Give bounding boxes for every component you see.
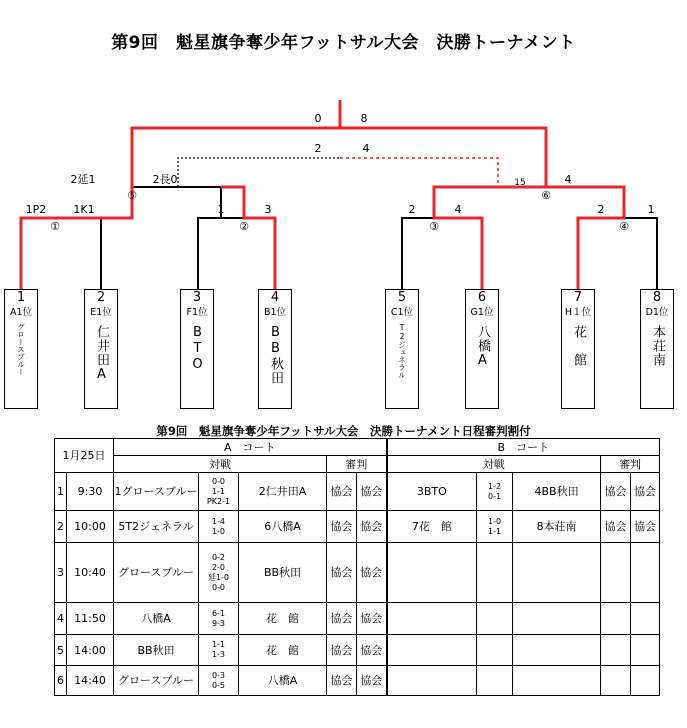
final-score-right: 8 [360,112,368,125]
team-number: 8 [652,290,662,305]
court-a-header: A コート [114,439,387,456]
match-label-4: ④ [619,220,629,233]
court-b-score [477,666,513,696]
team-number: 2 [96,290,106,305]
score-line: 2-0 [211,562,226,572]
court-a-away-team: BB秋田 [239,543,327,603]
court-a-referee-2: 協会 [357,666,387,696]
team-number: 4 [270,290,280,305]
court-a-referee-2: 協会 [357,511,387,543]
schedule-row [55,635,660,666]
court-a-referee-1: 協会 [327,543,357,603]
score-line: 1-0 [211,526,226,536]
team-name: BTO [190,325,205,373]
match-time: 10:40 [67,543,114,603]
m2-score-left: 1 [217,203,225,216]
row-number: 4 [55,603,67,635]
match-time: 10:00 [67,511,114,543]
m5-score-left: 2延1 [70,173,96,186]
team-number: 3 [192,290,202,305]
court-a-score [199,635,239,666]
score-line: 1-4 [211,516,226,526]
score-line: 0-0 [211,582,226,592]
m6-score-left: 15 [514,178,526,188]
team-name: 本荘南 [650,325,665,367]
court-b-away-team [513,666,601,696]
team-rank: H１位 [564,307,592,318]
match-label-1: ① [50,220,60,233]
team-rank: F1位 [186,307,208,318]
bracket-black-lines [55,128,657,289]
team-box-6 [465,289,499,409]
match-time: 14:40 [67,666,114,696]
court-a-referee-2: 協会 [357,543,387,603]
court-b-away-team [513,603,601,635]
court-b-referee-1 [601,666,631,696]
score-line: 0-2 [211,552,226,562]
m5-score-right: 2長0 [152,173,178,186]
row-number: 6 [55,666,67,696]
m2-score-right: 3 [264,203,272,216]
team-box-5 [385,289,419,409]
court-b-score [477,473,513,511]
court-a-score [199,543,239,603]
court-b-score [477,543,513,603]
court-b-header: B コート [387,439,660,456]
court-a-score [199,666,239,696]
court-a-home-team: グロースブルー [114,543,199,603]
court-a-referee-2: 協会 [357,635,387,666]
score-line: 1-2 [488,481,502,491]
score-line: 6-1 [211,608,226,618]
court-a-referee-1: 協会 [327,511,357,543]
schedule-row [55,666,660,696]
match-label-6: ⑥ [541,189,551,202]
court-b-home-team [387,635,477,666]
court-a-away-team: 八橋A [239,666,327,696]
court-b-referee-1: 協会 [601,511,631,543]
court-a-score [199,511,239,543]
match-time: 9:30 [67,473,114,511]
schedule-title: 第9回 魁星旗争奪少年フットサル大会 決勝トーナメント日程審判割付 [156,424,531,438]
row-number: 1 [55,473,67,511]
court-b-away-team [513,635,601,666]
match-label-2: ② [239,220,249,233]
court-a-match-header: 対戦 [114,456,327,473]
team-rank: B1位 [263,307,287,318]
m1-score-right: 1K1 [73,203,95,216]
score-line: 0-5 [211,680,226,690]
score-line: 0-0 [211,476,226,486]
team-rank: D1位 [645,307,669,318]
score-line: 9-3 [211,618,226,628]
m1-score-left: 1P2 [25,203,47,216]
court-a-referee-2: 協会 [357,473,387,511]
third-score-left: 2 [314,142,322,155]
team-rank: G1位 [470,307,494,318]
score-line: 1-3 [211,650,226,659]
court-a-referee-1: 協会 [327,603,357,635]
team-box-1 [4,289,38,409]
court-b-away-team [513,543,601,603]
row-number: 3 [55,543,67,603]
court-b-referee-2 [631,543,660,603]
score-line: 1-1 [211,640,226,649]
team-name: 花 館 [571,325,586,367]
team-box-8 [640,289,674,409]
court-b-home-team [387,666,477,696]
team-name: T2ジェネラル [397,323,407,379]
match-label-3: ③ [429,220,439,233]
court-a-away-team: 花 館 [239,603,327,635]
page-title: 第9回 魁星旗争奪少年フットサル大会 決勝トーナメント [111,33,576,53]
court-b-score [477,635,513,666]
court-b-referee-2 [631,666,660,696]
court-a-score [199,603,239,635]
team-name: BB秋田 [268,325,283,385]
court-b-referee-2: 協会 [631,473,660,511]
court-b-home-team [387,543,477,603]
score-line: 1-0 [488,516,502,526]
schedule-date: 1月25日 [55,439,114,473]
bracket-winner-lines [21,100,624,289]
team-box-3 [180,289,214,409]
m6-score-right: 4 [564,173,572,186]
m4-score-right: 1 [647,203,655,216]
court-b-referee-1 [601,635,631,666]
team-number: 7 [573,290,583,305]
schedule-row [55,511,660,543]
court-a-home-team: 5T2ジェネラル [114,511,199,543]
m3-score-right: 4 [454,203,462,216]
match-label-5: ⑤ [127,189,137,202]
court-b-referee-1 [601,603,631,635]
court-b-referee-header: 審判 [601,456,660,473]
court-a-home-team: BB秋田 [114,635,199,666]
row-number: 2 [55,511,67,543]
row-number: 5 [55,635,67,666]
match-time: 14:00 [67,635,114,666]
court-b-home-team: 7花 館 [387,511,477,543]
court-a-away-team: 2仁井田A [239,473,327,511]
team-rank: E1位 [90,307,112,318]
court-b-referee-2 [631,635,660,666]
court-a-away-team: 花 館 [239,635,327,666]
court-b-home-team: 3BTO [387,473,477,511]
team-box-2 [84,289,118,409]
court-b-away-team: 8本荘南 [513,511,601,543]
m4-score-left: 2 [597,203,605,216]
court-b-referee-2 [631,603,660,635]
team-name: グロースブルー [16,323,26,376]
court-a-home-team: 八橋A [114,603,199,635]
court-a-referee-header: 審判 [327,456,387,473]
score-line: PK2-1 [206,496,231,506]
score-line: 0-1 [488,491,502,501]
score-line: 延1-0 [207,572,230,582]
score-line: 1-1 [211,486,226,496]
score-line: 1-1 [488,526,502,536]
team-name: 仁井田A [94,325,109,383]
team-number: 1 [16,290,26,305]
schedule-row [55,473,660,511]
court-a-referee-1: 協会 [327,666,357,696]
team-box-7 [561,289,595,409]
court-b-score [477,603,513,635]
team-box-4 [258,289,292,409]
court-b-referee-2: 協会 [631,511,660,543]
court-a-referee-1: 協会 [327,635,357,666]
third-place-line [178,158,340,187]
team-rank: A1位 [9,307,33,318]
team-number: 6 [477,290,487,305]
team-rank: C1位 [390,307,414,318]
schedule-table [54,438,660,696]
match-time: 11:50 [67,603,114,635]
court-b-score [477,511,513,543]
court-b-away-team: 4BB秋田 [513,473,601,511]
court-a-home-team: 1グロースブルー [114,473,199,511]
court-a-home-team: グロースブルー [114,666,199,696]
schedule-body [55,473,660,696]
court-a-referee-1: 協会 [327,473,357,511]
court-b-referee-1: 協会 [601,473,631,511]
court-b-home-team [387,603,477,635]
court-b-referee-1 [601,543,631,603]
final-score-left: 0 [314,112,322,125]
third-score-right: 4 [362,142,370,155]
schedule-row [55,603,660,635]
team-name: 八橋A [475,325,490,369]
team-number: 5 [397,290,407,305]
m3-score-left: 2 [408,203,416,216]
schedule-row [55,543,660,603]
court-b-match-header: 対戦 [387,456,601,473]
score-line: 0-3 [211,670,226,680]
court-a-score [199,473,239,511]
court-a-away-team: 6八橋A [239,511,327,543]
third-place-winner-line [340,158,498,187]
court-a-referee-2: 協会 [357,603,387,635]
